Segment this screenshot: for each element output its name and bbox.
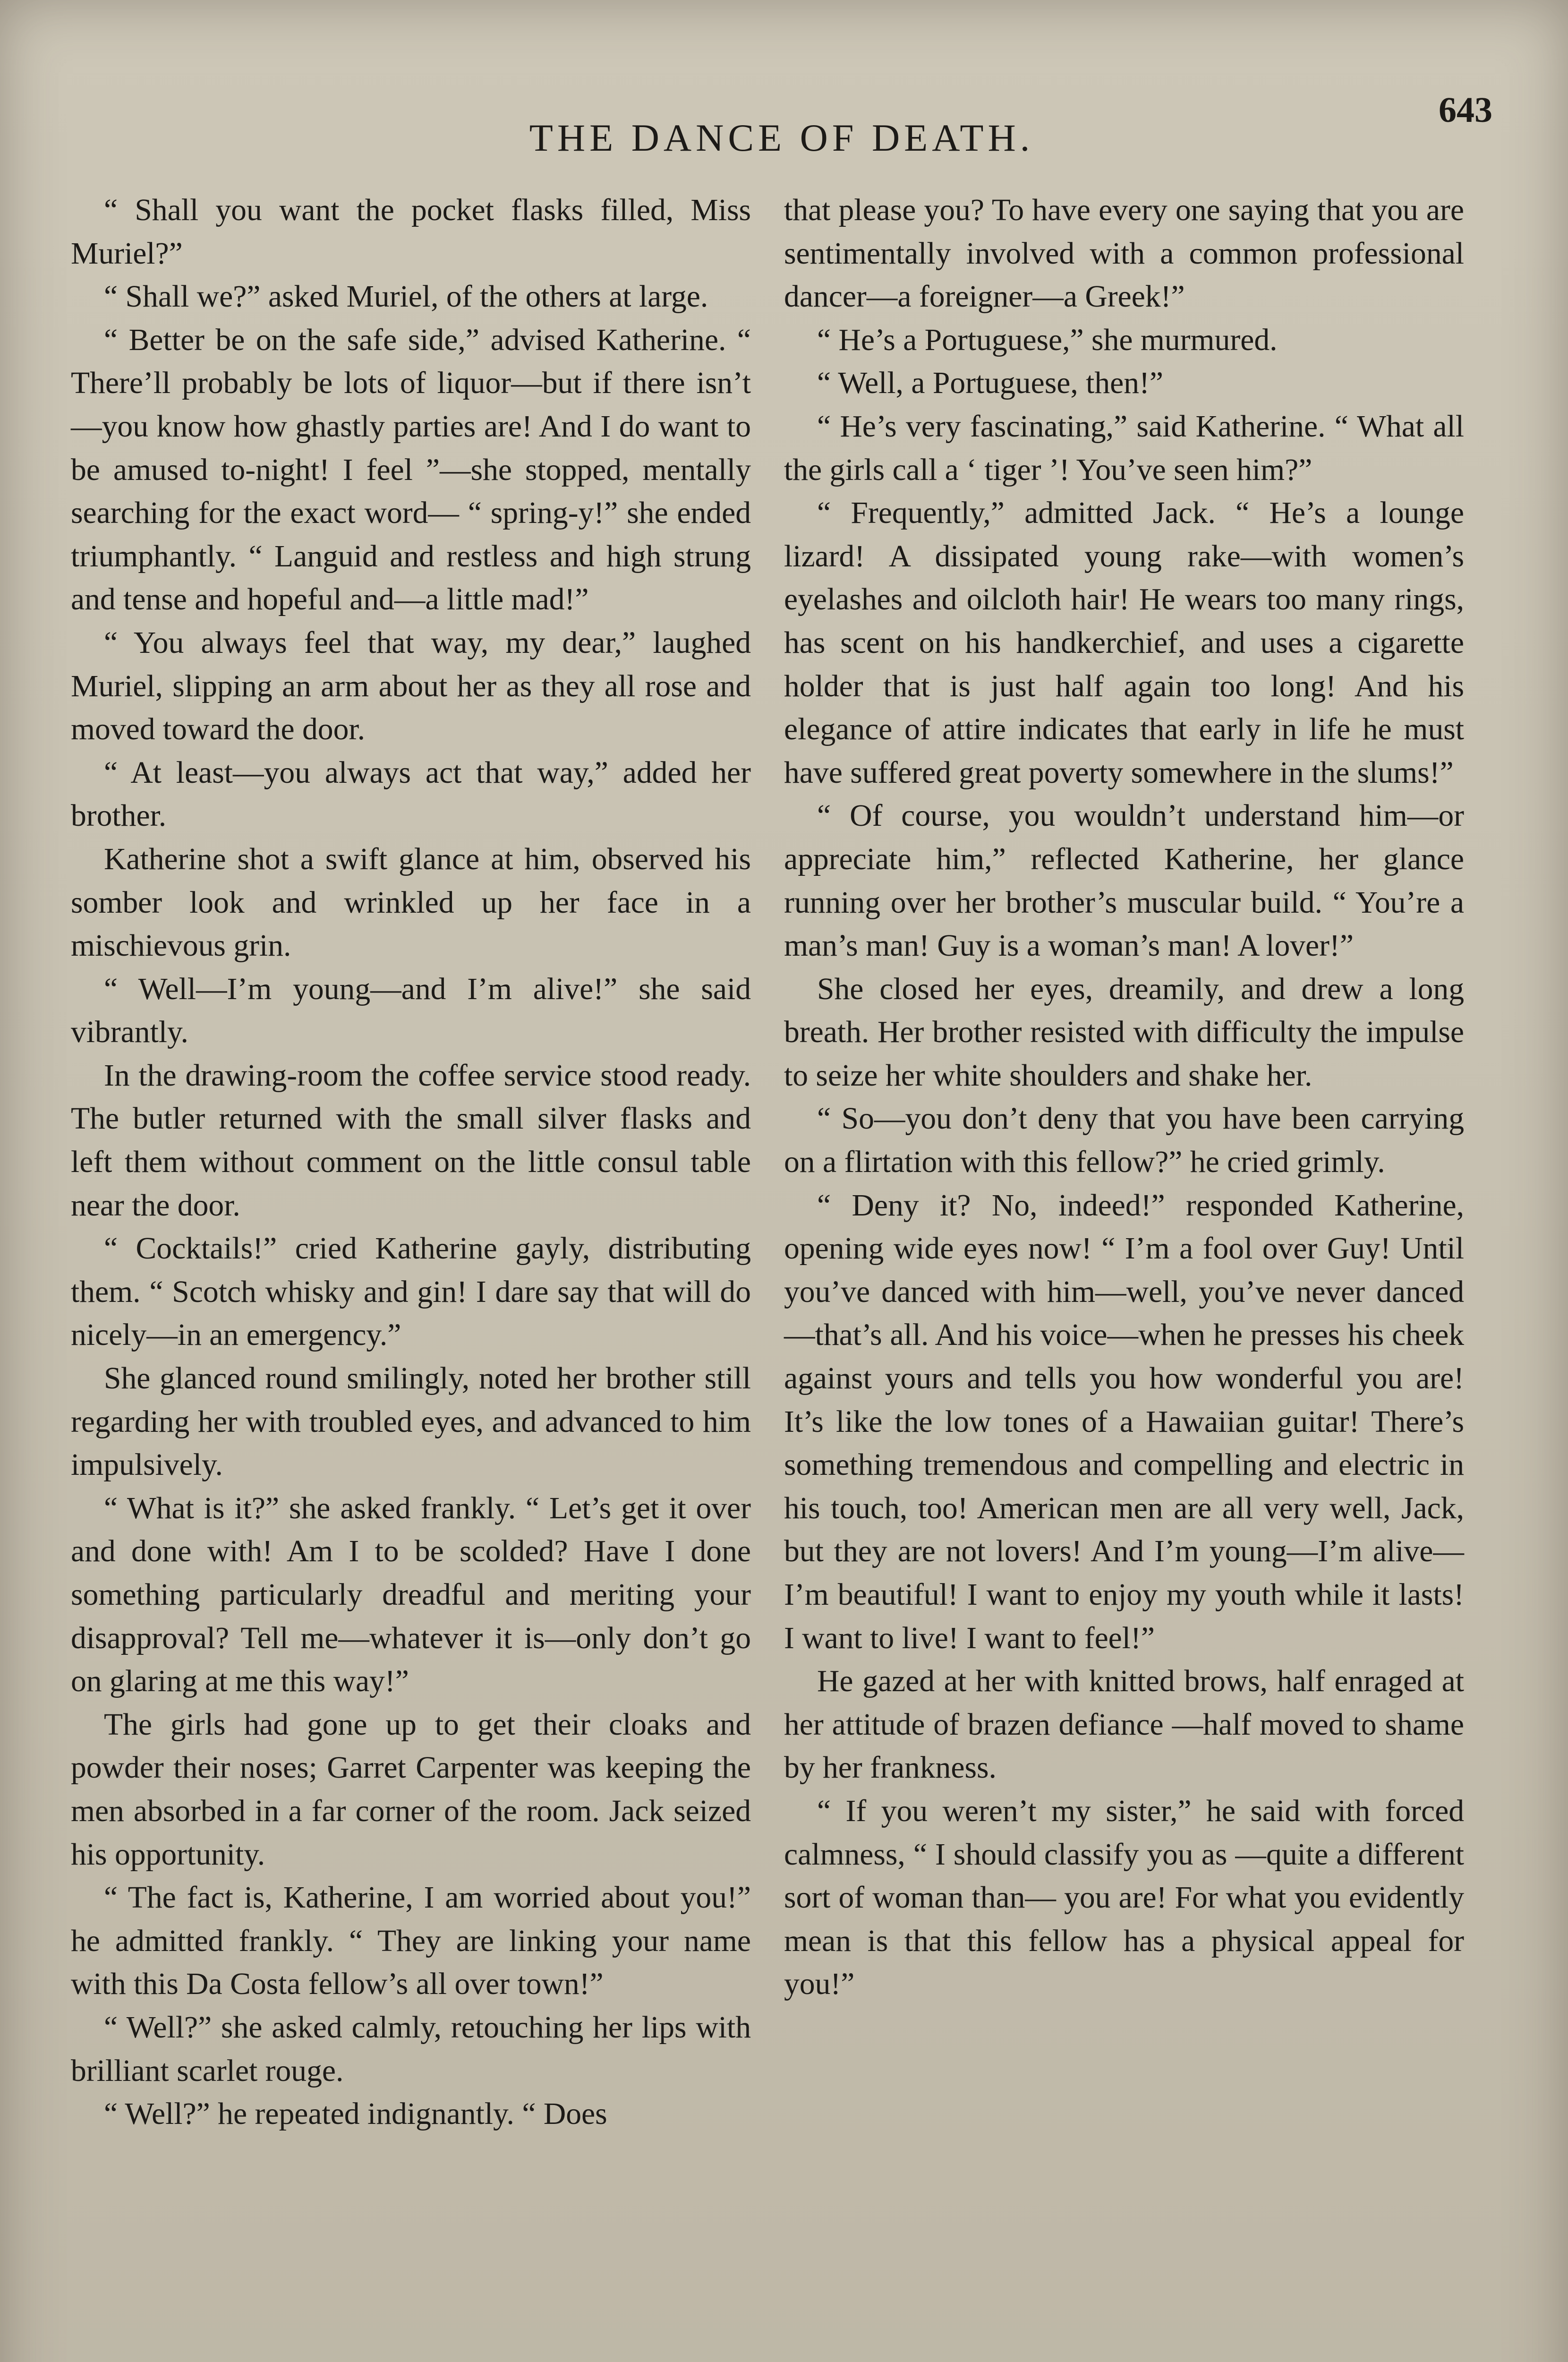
paragraph: “ So—you don’t deny that you have been carrying on a flirtation with this fellow?” he cried grimly. <box>784 1102 1464 1180</box>
paragraph: “ Frequently,” admitted Jack. “ He’s a lounge lizard! A dissipated young rake—with women’s eyelashes and oilcloth hair! He wears too many rings, has scent on his handkerchief, and uses a cigarette holder that is just half again too long! And his elegance of attire indicates that early in life he must have suffered great poverty somewhere in the slums!” <box>784 496 1464 790</box>
paragraph: “ Of course, you wouldn’t understand him—or appreciate him,” reflected Katherine, her glance running over her brother’s muscular build. “ You’re a man’s man! Guy is a woman’s man! A lover!” <box>784 799 1464 963</box>
page-number: 643 <box>1439 90 1492 130</box>
paragraph: “ Well?” she asked calmly, retouching her lips with brilliant scarlet rouge. <box>71 2010 751 2088</box>
page-header <box>71 90 1492 165</box>
paragraph: “ He’s a Portuguese,” she murmured. <box>817 323 1278 357</box>
paragraph: “ At least—you always act that way,” added her brother. <box>71 755 751 833</box>
paragraph: “ He’s very fascinating,” said Katherine. “ What all the girls call a ‘ tiger ’! You’ve seen him?” <box>784 409 1464 487</box>
paragraph: “ Well—I’m young—and I’m alive!” she said vibrantly. <box>71 972 751 1050</box>
paragraph: “ Cocktails!” cried Katherine gayly, distributing them. “ Scotch whisky and gin! I dare say that will do nicely—in an emergency.” <box>71 1232 751 1352</box>
paragraph: “ What is it?” she asked frankly. “ Let’s get it over and done with! Am I to be scolded? Have I done something particularly dreadful and meriting your disapproval? Tell me—whatever it is—only don’t go on glaring at me this way!” <box>71 1491 751 1699</box>
paragraph: She closed her eyes, dreamily, and drew a long breath. Her brother resisted with difficulty the impulse to seize her white shoulders and shake her. <box>784 972 1464 1093</box>
paragraph: The girls had gone up to get their cloaks and powder their noses; Garret Carpenter was keeping the men absorbed in a far corner of the room. Jack seized his opportunity. <box>71 1707 751 1872</box>
paragraph: He gazed at her with knitted brows, half enraged at her attitude of brazen defiance —half moved to shame by her frankness. <box>784 1664 1464 1785</box>
left-column <box>71 189 751 2136</box>
paragraph: “ Well, a Portuguese, then!” <box>817 366 1164 401</box>
paragraph: “ If you weren’t my sister,” he said with forced calmness, “ I should classify you as —quite a different sort of woman than— you are! For what you evidently mean is that this fellow has a physical appeal for you!” <box>784 1794 1464 2002</box>
paragraph: She glanced round smilingly, noted her brother still regarding her with troubled eyes, and advanced to him impulsively. <box>71 1361 751 1482</box>
paragraph: “ Deny it? No, indeed!” responded Katherine, opening wide eyes now! “ I’m a fool over Guy! Until you’ve danced with him—well, you’ve never danced—that’s all. And his voice—when he presses his cheek against yours and tells you how wonderful you are! It’s like the low tones of a Hawaiian guitar! There’s something tremendous and compelling and electric in his touch, too! American men are all very well, Jack, but they are not lovers! And I’m young—I’m alive—I’m beautiful! I want to enjoy my youth while it lasts! I want to live! I want to feel!” <box>784 1188 1464 1655</box>
paragraph: Katherine shot a swift glance at him, observed his somber look and wrinkled up her face in a mischievous grin. <box>71 842 751 963</box>
paragraph: “ You always feel that way, my dear,” laughed Muriel, slipping an arm about her as they all rose and moved toward the door. <box>71 625 751 747</box>
running-title: THE DANCE OF DEATH. <box>529 116 1034 159</box>
paragraph: “ Well?” he repeated indignantly. “ Does <box>104 2097 607 2131</box>
paragraph: “ Shall we?” asked Muriel, of the others at large. <box>104 280 708 314</box>
paragraph: “ Shall you want the pocket flasks filled, Miss Muriel?” <box>71 193 751 271</box>
paragraph: In the drawing-room the coffee service stood ready. The butler returned with the small silver flasks and left them without comment on the little consul table near the door. <box>71 1058 751 1223</box>
right-column <box>784 189 1464 2006</box>
paragraph: “ The fact is, Katherine, I am worried about you!” he admitted frankly. “ They are linking your name with this Da Costa fellow’s all over town!” <box>71 1881 751 2002</box>
paragraph: “ Better be on the safe side,” advised Katherine. “ There’ll probably be lots of liquor—but if there isn’t—you know how ghastly parties are! And I do want to be amused to-night! I feel ”—she stopped, mentally searching for the exact word— “ spring-y!” she ended triumphantly. “ Languid and restless and high strung and tense and hopeful and—a little mad!” <box>71 323 751 617</box>
paragraph-continuation: that please you? To have every one saying that you are sentimentally involved with a common professional dancer—a foreigner—a Greek!” <box>784 193 1464 314</box>
